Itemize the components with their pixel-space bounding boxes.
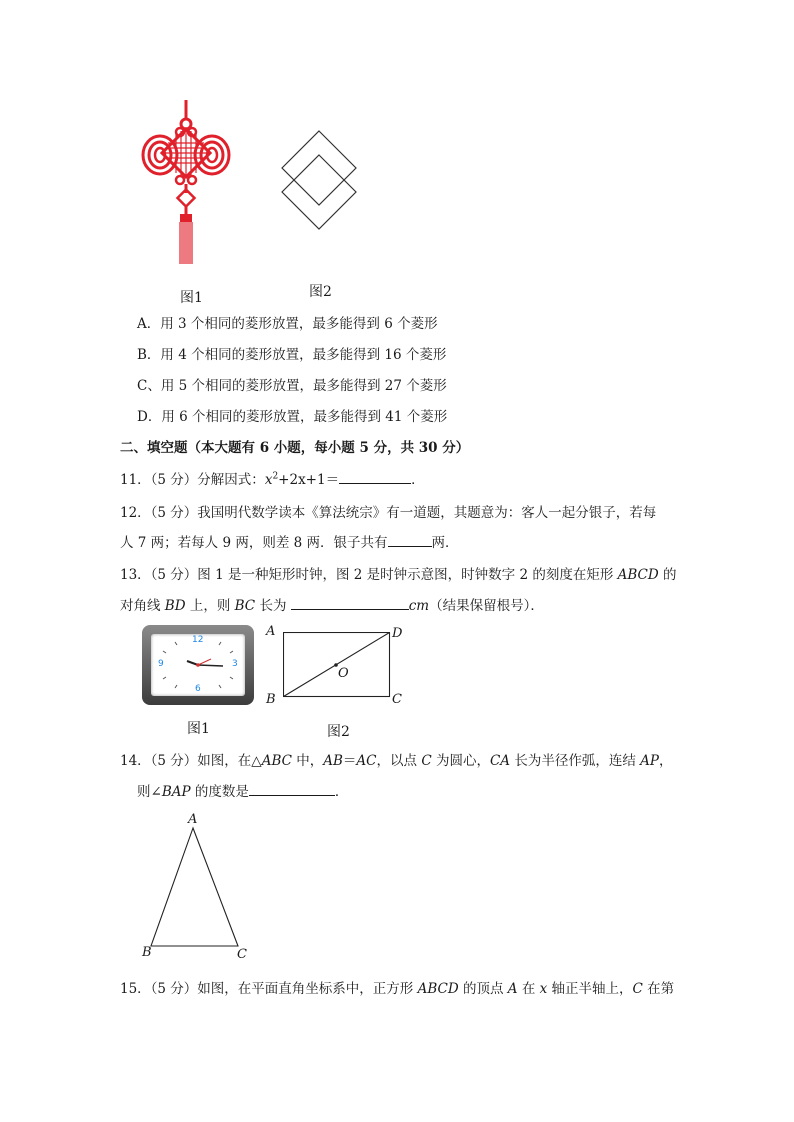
chinese-knot-figure bbox=[138, 98, 248, 268]
clock-hands bbox=[151, 634, 245, 696]
clock-number-3: 3 bbox=[232, 659, 238, 669]
q14-text-c: ，以点 bbox=[376, 753, 422, 769]
q14-ap: AP bbox=[640, 753, 659, 769]
q14-eq: ＝ bbox=[342, 753, 357, 769]
q13-text-a: 13．（5 分）图 1 是一种矩形时钟，图 2 是时钟示意图，时钟数字 2 的刻度在矩形 bbox=[120, 567, 618, 583]
q14-text-h: 的度数是 bbox=[190, 784, 249, 800]
overlapping-rhombi-figure bbox=[280, 128, 360, 232]
q15-abcd: ABCD bbox=[417, 981, 459, 997]
q12-line2-b: 两． bbox=[431, 535, 459, 551]
rectangle-abcd-diagram bbox=[283, 632, 391, 698]
figure2-caption: 图2 bbox=[309, 284, 332, 300]
q13-text-e: 长为 bbox=[255, 598, 291, 614]
q15-x: x bbox=[539, 981, 548, 997]
triangle-label-c: C bbox=[237, 947, 247, 962]
clock-number-12: 12 bbox=[192, 635, 204, 645]
q14-text-d: 为圆心， bbox=[431, 753, 490, 769]
option-c: C、用 5 个相同的菱形放置，最多能得到 27 个菱形 bbox=[137, 378, 447, 394]
q13-figure2-caption: 图2 bbox=[327, 724, 350, 740]
rect-label-b: B bbox=[266, 692, 276, 707]
q14-ab: AB bbox=[323, 753, 343, 769]
q15-text-c: 在 bbox=[517, 981, 540, 997]
q14-ca: CA bbox=[489, 753, 511, 769]
q14-text-a: 14．（5 分）如图，在△ bbox=[120, 753, 262, 769]
rect-label-c: C bbox=[392, 692, 402, 707]
q14-bap: BAP bbox=[161, 784, 191, 800]
option-a: A．用 3 个相同的菱形放置，最多能得到 6 个菱形 bbox=[137, 316, 438, 332]
q15-text-b: 的顶点 bbox=[458, 981, 508, 997]
q13-answer-blank[interactable] bbox=[291, 597, 409, 610]
question-13-line2 bbox=[120, 594, 544, 614]
q13-text-b: 的 bbox=[658, 567, 677, 583]
q12-answer-blank[interactable] bbox=[388, 534, 432, 547]
q14-text-e: 长为半径作弧，连结 bbox=[510, 753, 641, 769]
question-15-line1 bbox=[120, 977, 674, 997]
q11-expr-x: x bbox=[264, 472, 273, 488]
q15-text-d: 轴正半轴上， bbox=[547, 981, 633, 997]
q11-expr-sup: 2 bbox=[272, 471, 279, 482]
rect-label-d: D bbox=[392, 626, 403, 641]
q15-text-a: 15．（5 分）如图，在平面直角坐标系中，正方形 bbox=[120, 981, 418, 997]
q14-abc: ABC bbox=[261, 753, 292, 769]
q14-answer-blank[interactable] bbox=[249, 783, 335, 796]
q13-text-c: 对角线 bbox=[120, 598, 165, 614]
q11-expr-rest: +2x+1＝ bbox=[278, 472, 340, 488]
rect-label-o: O bbox=[338, 666, 349, 681]
section-title: 二、填空题（本大题有 6 小题，每小题 5 分，共 30 分） bbox=[120, 440, 470, 456]
clock-number-9: 9 bbox=[158, 659, 164, 669]
q12-line2-a: 人 7 两；若每人 9 两，则差 8 两．银子共有 bbox=[120, 535, 388, 551]
q15-text-e: 在第 bbox=[642, 981, 675, 997]
q14-text-b: 中， bbox=[291, 753, 324, 769]
option-d: D．用 6 个相同的菱形放置，最多能得到 41 个菱形 bbox=[137, 409, 448, 425]
q14-point-c: C bbox=[421, 753, 432, 769]
q13-text-f: （结果保留根号）． bbox=[429, 598, 544, 614]
question-12-line2 bbox=[120, 531, 459, 551]
triangle-label-a: A bbox=[188, 812, 198, 827]
rect-label-a: A bbox=[266, 624, 276, 639]
isosceles-triangle-abc bbox=[148, 826, 242, 950]
rectangular-clock-figure bbox=[142, 625, 254, 705]
q14-text-i: ． bbox=[334, 784, 349, 800]
question-14-line1 bbox=[120, 749, 672, 769]
question-11 bbox=[120, 468, 425, 488]
q13-text-d: 上，则 bbox=[185, 598, 235, 614]
triangle-label-b: B bbox=[142, 945, 152, 960]
figure1-caption: 图1 bbox=[180, 290, 203, 306]
question-12-line1: 12．（5 分）我国明代数学读本《算法统宗》有一道题，其题意为：客人一起分银子，若每 bbox=[120, 505, 657, 521]
clock-number-6: 6 bbox=[195, 684, 201, 694]
q13-figure1-caption: 图1 bbox=[187, 721, 210, 737]
q14-text-g: 则∠ bbox=[137, 784, 162, 800]
q11-answer-blank[interactable] bbox=[339, 471, 411, 484]
q13-bd: BD bbox=[164, 598, 186, 614]
q11-suffix: ． bbox=[411, 472, 425, 488]
q13-unit: cm bbox=[408, 598, 430, 614]
q14-ac: AC bbox=[356, 753, 377, 769]
q15-point-a: A bbox=[507, 981, 518, 997]
option-b: B．用 4 个相同的菱形放置，最多能得到 16 个菱形 bbox=[137, 347, 447, 363]
q15-point-c: C bbox=[632, 981, 643, 997]
clock-face bbox=[151, 634, 245, 696]
question-14-line2 bbox=[137, 780, 348, 800]
q14-text-f: ， bbox=[658, 753, 673, 769]
q13-abcd: ABCD bbox=[617, 567, 659, 583]
q11-prefix: 11．（5 分）分解因式： bbox=[120, 472, 265, 488]
q13-bc: BC bbox=[234, 598, 256, 614]
question-13-line1 bbox=[120, 563, 677, 583]
